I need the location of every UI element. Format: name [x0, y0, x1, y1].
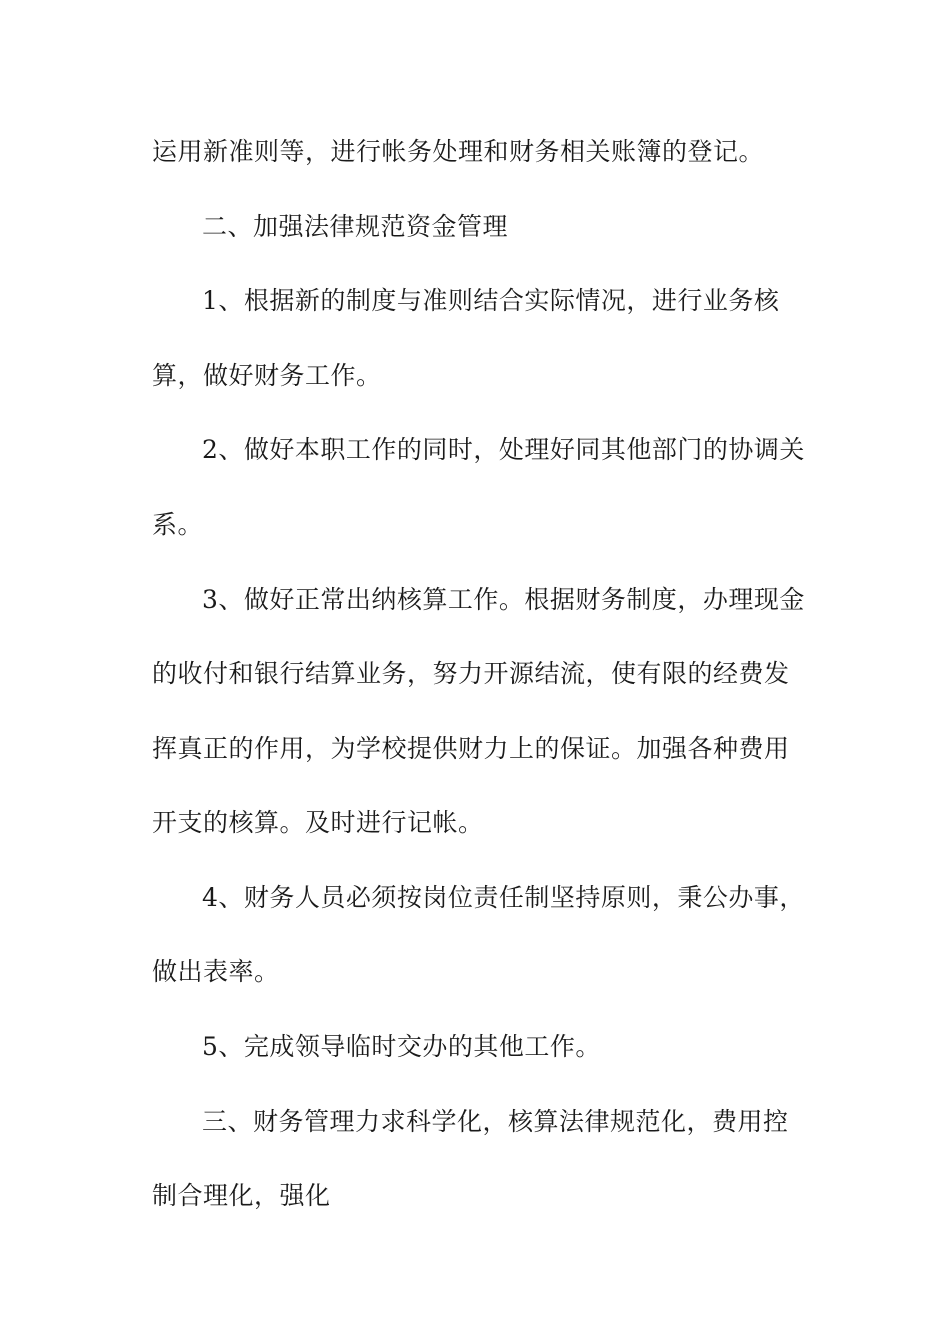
text-line: 制合理化，强化 [152, 1181, 331, 1210]
text-line: 做出表率。 [152, 957, 280, 986]
text-line: 挥真正的作用，为学校提供财力上的保证。加强各种费用 [152, 734, 790, 763]
text-line: 的收付和银行结算业务，努力开源结流，使有限的经费发 [152, 659, 790, 688]
text-line: 5、完成领导临时交办的其他工作。 [202, 1032, 601, 1061]
text-line: 开支的核算。及时进行记帐。 [152, 808, 484, 837]
text-line: 系。 [152, 510, 204, 539]
section-heading: 三、财务管理力求科学化，核算法律规范化，费用控 [202, 1107, 789, 1136]
text-line: 算，做好财务工作。 [152, 361, 382, 390]
text-line: 3、做好正常出纳核算工作。根据财务制度，办理现金 [202, 585, 805, 614]
section-heading: 二、加强法律规范资金管理 [202, 212, 509, 241]
text-line: 运用新准则等，进行帐务处理和财务相关账簿的登记。 [152, 137, 765, 166]
text-line: 4、财务人员必须按岗位责任制坚持原则，秉公办事， [202, 883, 805, 912]
text-line: 1、根据新的制度与准则结合实际情况，进行业务核 [202, 286, 780, 315]
text-line: 2、做好本职工作的同时，处理好同其他部门的协调关 [202, 435, 805, 464]
